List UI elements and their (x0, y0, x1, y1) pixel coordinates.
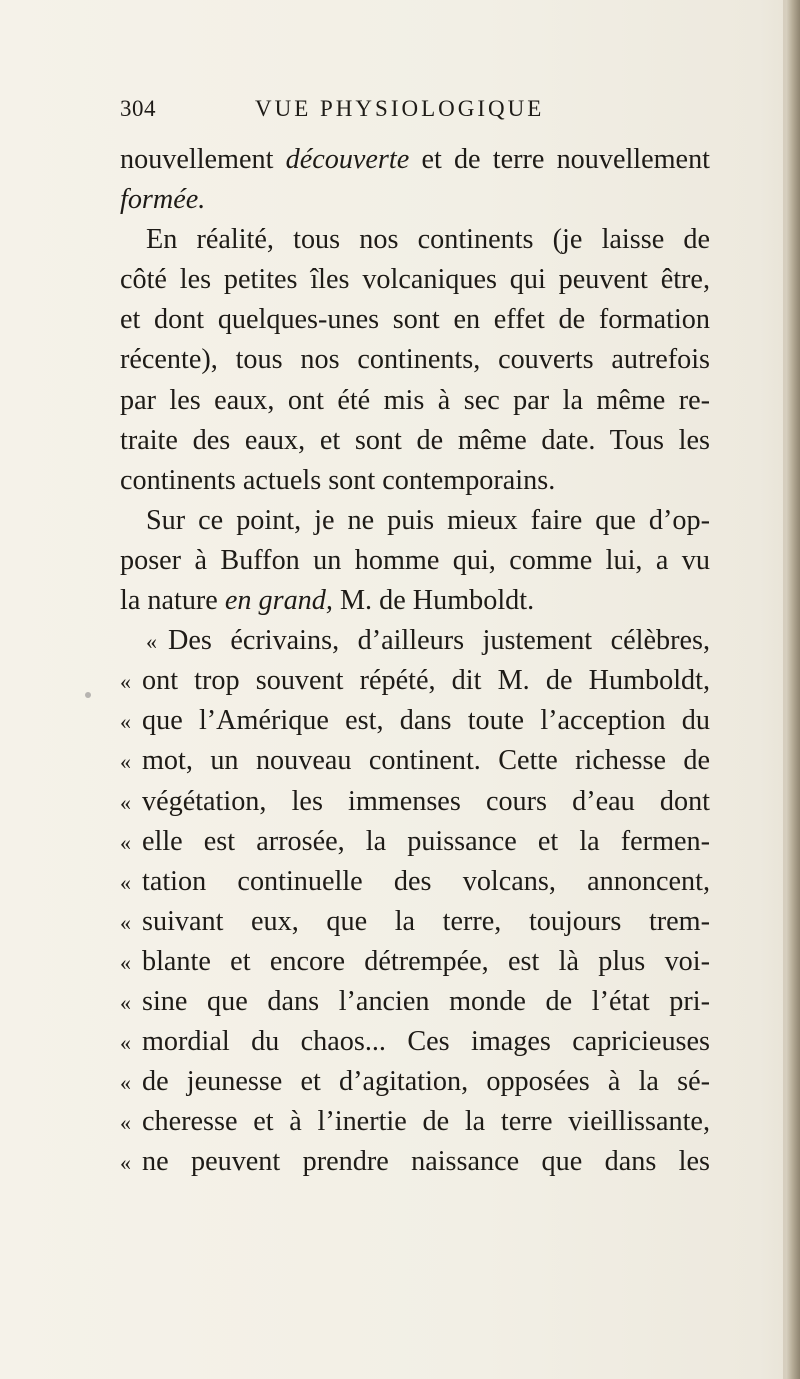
guillemet: « (120, 1070, 131, 1096)
paragraph-start: Sur ce point, je ne puis mieux faire que d’op- (146, 504, 710, 536)
text-line: côté les petites îles volcaniques qui peuvent être, (120, 264, 710, 296)
quote-line: « cheresse et à l’inertie de la terre vieillissante, (120, 1102, 710, 1142)
quote-line: « elle est arrosée, la puissance et la fermen- (120, 822, 710, 862)
quote-line: « suivant eux, que la terre, toujours trem- (120, 902, 710, 942)
quote-line: « Des écrivains, d’ailleurs justement célèbres, (120, 621, 710, 661)
text-line: poser à Buffon un homme qui, comme lui, a vu (120, 544, 710, 576)
running-head: VUE PHYSIOLOGIQUE (255, 96, 545, 121)
quote-line: « mot, un nouveau continent. Cette richesse de (120, 741, 710, 781)
text-line: par les eaux, ont été mis à sec par la même re- (120, 384, 710, 416)
quote-line: « sine que dans l’ancien monde de l’état pri- (120, 982, 710, 1022)
guillemet: « (120, 1030, 131, 1056)
guillemet: « (120, 949, 131, 975)
quote-line: « végétation, les immenses cours d’eau dont (120, 782, 710, 822)
text-line: récente), tous nos continents, couverts autrefois (120, 344, 710, 376)
text-line: formée. (120, 184, 206, 216)
text-line: continents actuels sont contemporains. (120, 464, 556, 496)
page-number: 304 (120, 96, 156, 121)
guillemet: « (120, 709, 131, 735)
guillemet: « (120, 669, 131, 695)
text-line: nouvellement découverte et de terre nouvellement (120, 144, 710, 175)
guillemet: « (120, 909, 131, 935)
quote-line: « de jeunesse et d’agitation, opposées à la sé- (120, 1062, 710, 1102)
page-edge (786, 0, 800, 1379)
quote-line: « ont trop souvent répété, dit M. de Humboldt, (120, 661, 710, 701)
guillemet: « (120, 829, 131, 855)
text-line: la nature en grand, M. de Humboldt. (120, 585, 535, 617)
guillemet: « (120, 1150, 131, 1176)
quote-line: « mordial du chaos... Ces images capricieuses (120, 1022, 710, 1062)
guillemet: « (120, 789, 131, 815)
body-text (120, 140, 710, 1182)
quote-line: « ne peuvent prendre naissance que dans les (120, 1142, 710, 1182)
quote-line: « blante et encore détrempée, est là plus voi- (120, 942, 710, 982)
guillemet: « (120, 869, 131, 895)
guillemet: « (120, 989, 131, 1015)
ink-spot (85, 692, 91, 698)
page-header (120, 96, 680, 136)
quote-line: « tation continuelle des volcans, annoncent, (120, 862, 710, 902)
quote-line: « que l’Amérique est, dans toute l’acception du (120, 701, 710, 741)
text-line: et dont quelques-unes sont en effet de formation (120, 304, 710, 336)
guillemet: « (146, 629, 157, 655)
text-line: traite des eaux, et sont de même date. Tous les (120, 424, 710, 456)
paragraph-start: En réalité, tous nos continents (je laisse de (146, 224, 710, 256)
guillemet: « (120, 1110, 131, 1136)
guillemet: « (120, 749, 131, 775)
